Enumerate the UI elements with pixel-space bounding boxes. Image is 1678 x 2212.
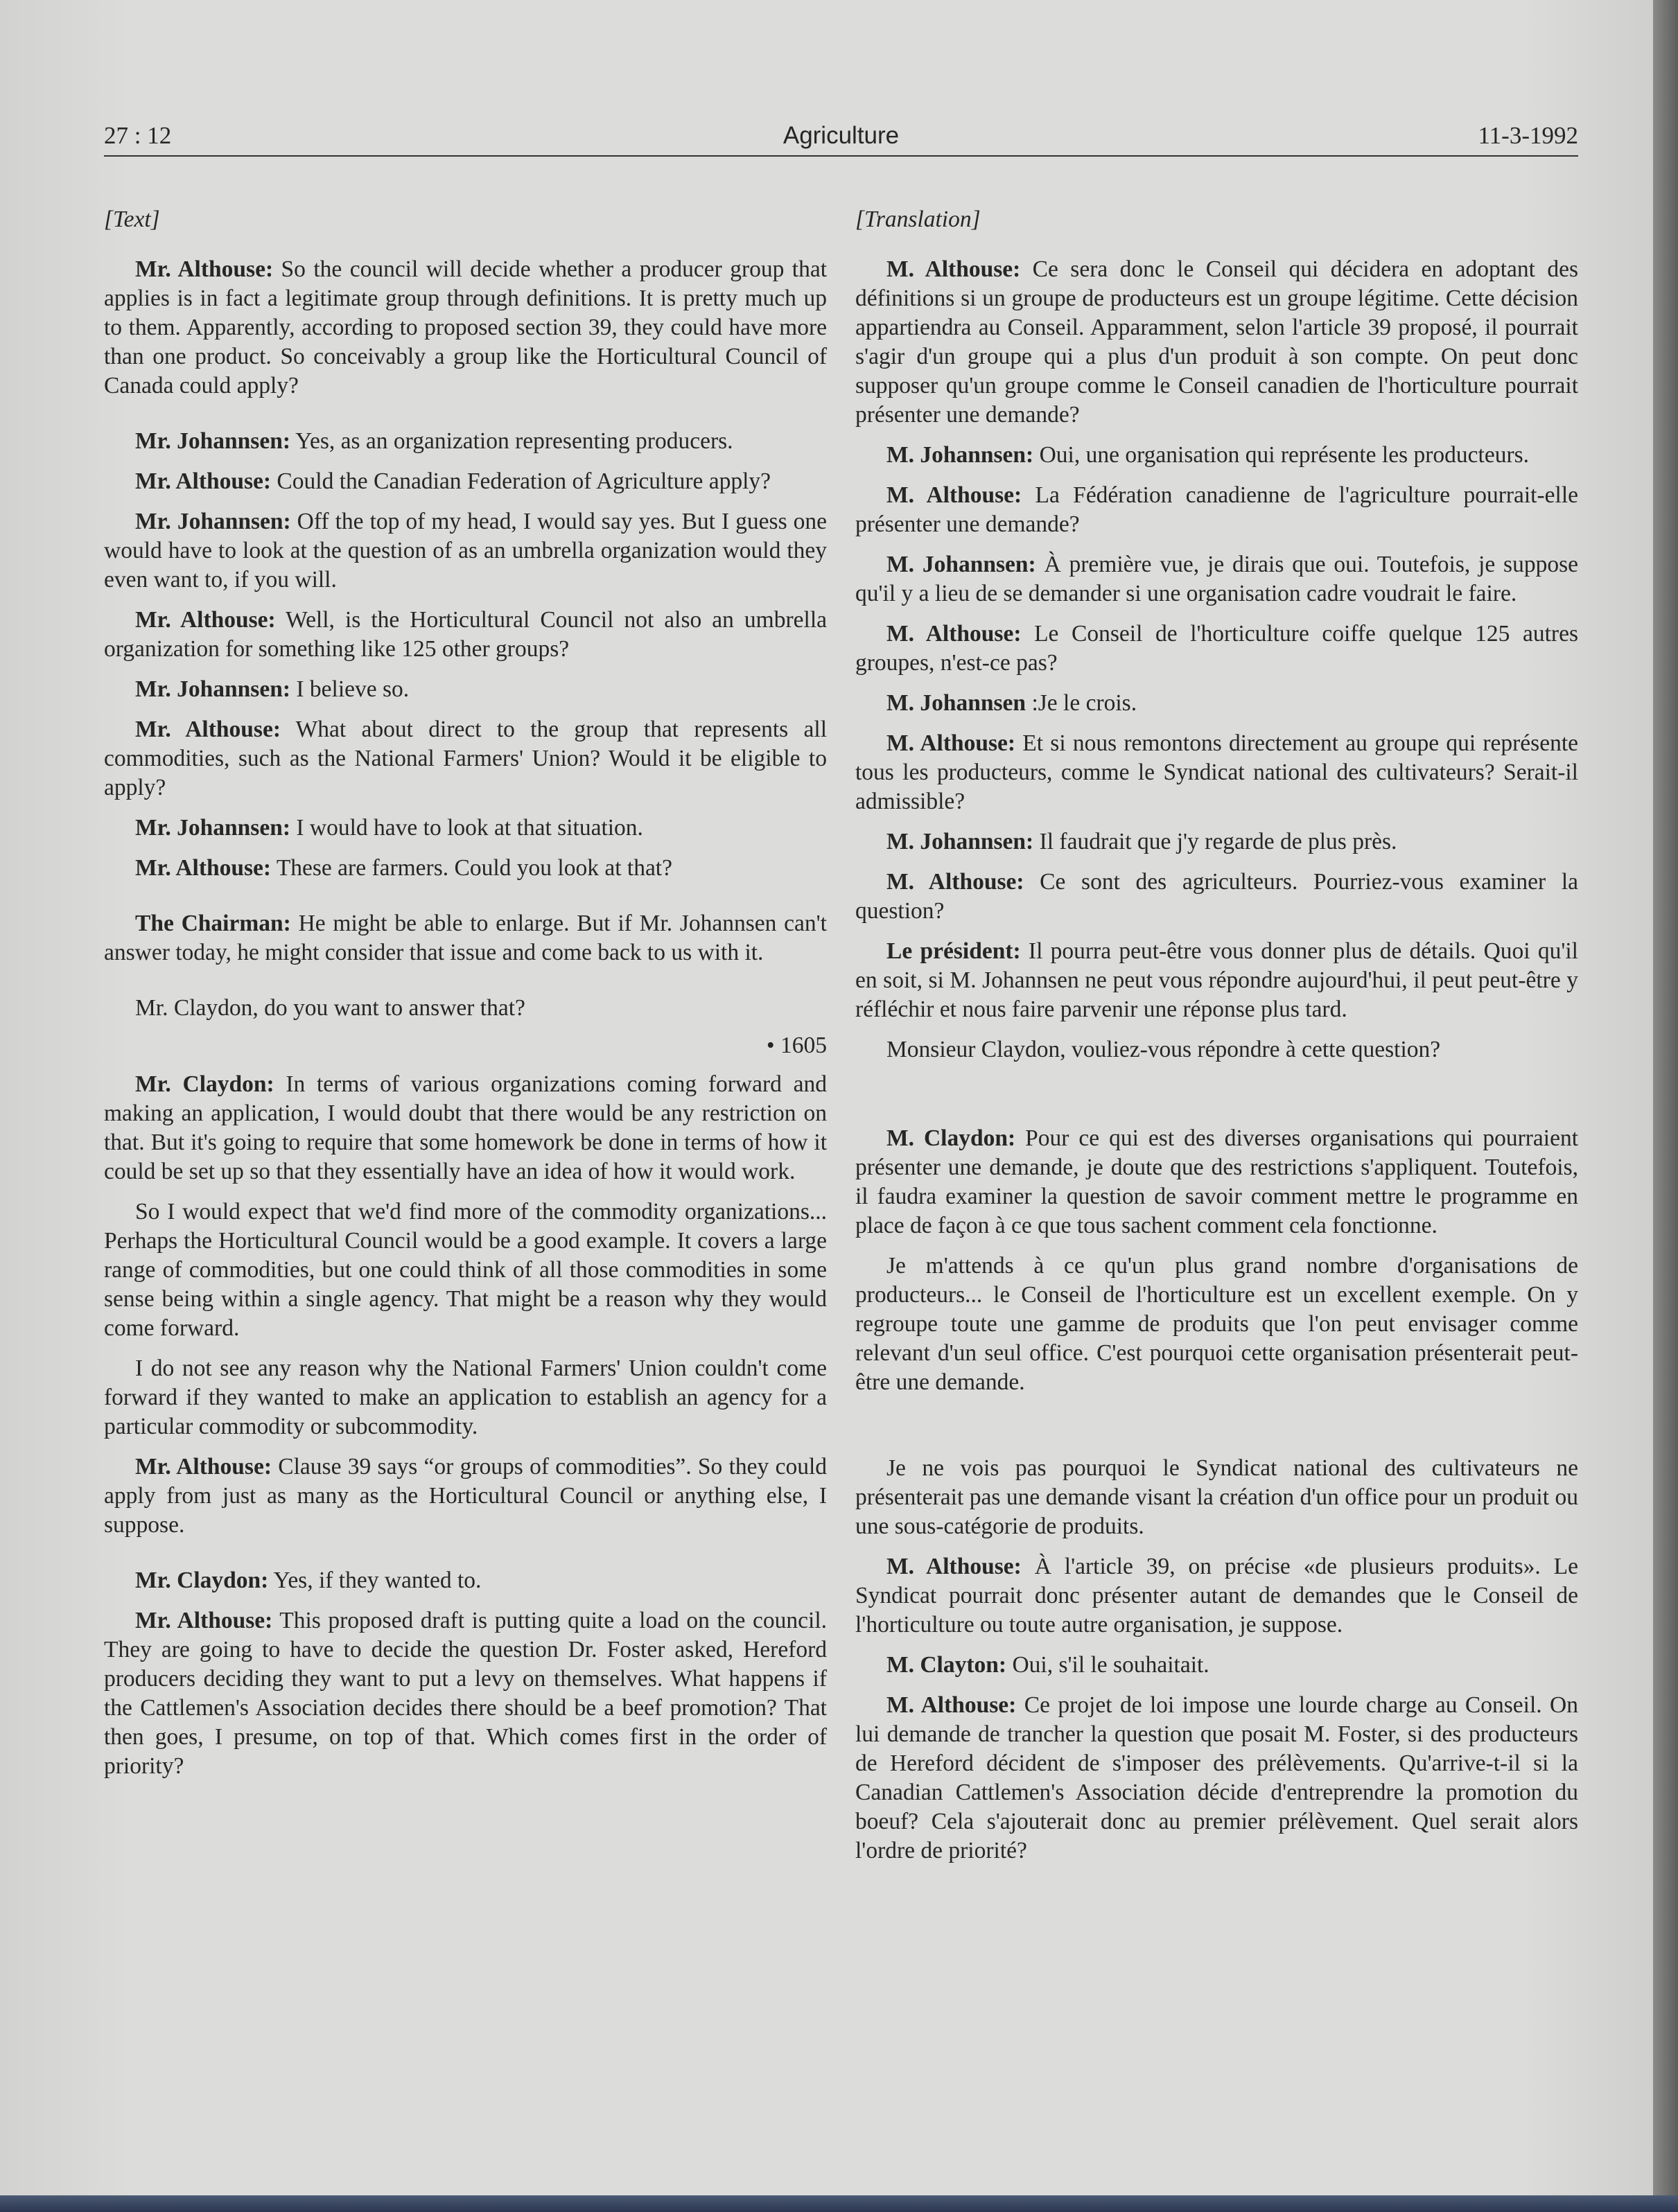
paragraph-text: Et si nous remontons directement au groupe qui représente tous les producteurs, comme le Syndicat national des cultivateurs? Serait-il admissible? <box>855 730 1578 814</box>
paragraph <box>855 620 1578 678</box>
paragraph-text: Il faudrait que j'y regarde de plus près. <box>1033 829 1397 854</box>
paragraph-text: Pour ce qui est des diverses organisations qui pourraient présenter une demande, je doute que des restrictions s'appliquent. Toutefois, il faudra examiner la question de savoir comment mettre le programme en place de façon à ce que tous sachent comment cela fonctionne. <box>855 1125 1578 1238</box>
paragraph-text: :Je le crois. <box>1026 690 1137 716</box>
speaker: Mr. Althouse: <box>135 1454 272 1480</box>
speaker: M. Johannsen: <box>886 442 1034 468</box>
paragraph-text: Je m'attends à ce qu'un plus grand nombre d'organisations de producteurs... le Conseil de l'horticulture est un excellent exemple. On y regroupe toute une gamme de produits que l'on peut envisager comme relevant d'un seul office. C'est pourquoi cette organisation présenterait peut-être une demande. <box>855 1253 1578 1395</box>
paragraph-text: In terms of various organizations coming forward and making an application, I would doubt that there would be any restriction on that. But it's going to require that some homework be done in terms of how it could be set up so that they essentially have an idea of how it would work. <box>104 1071 827 1184</box>
speaker: M. Johannsen: <box>886 829 1034 854</box>
paragraph-text: I believe so. <box>290 676 410 702</box>
french-column <box>855 205 1578 1877</box>
paragraph <box>855 1124 1578 1240</box>
speaker: Mr. Claydon: <box>135 1071 274 1097</box>
paragraph-text: So I would expect that we'd find more of the commodity organizations... Perhaps the Horticultural Council would be a good example. It covers a large range of commodities, but one could think of all those commodities in some sense being within a single agency. That might be a reason why they would come forward. <box>104 1199 827 1341</box>
paragraph-text: Ce sera donc le Conseil qui décidera en adoptant des définitions si un groupe de producteurs est un groupe légitime. Cette décision appartiendra au Conseil. Apparamment, selon l'article 39 proposé, il pourrait s'agir d'un groupe qui a plus d'un produit à son compte. On peut donc supposer qu'un groupe comme le Conseil canadien de l'horticulture pourrait présenter une demande? <box>855 256 1578 428</box>
paragraph <box>104 909 827 967</box>
speaker: Mr. Althouse: <box>135 717 281 742</box>
paragraph-text: Je ne vois pas pourquoi le Syndicat national des cultivateurs ne présenterait pas une demande visant la création d'un office pour un produit ou une sous-catégorie de produits. <box>855 1455 1578 1539</box>
speaker: M. Althouse: <box>886 869 1024 895</box>
paragraph <box>104 427 827 456</box>
speaker: M. Althouse: <box>886 1554 1022 1579</box>
paragraph-text: So the council will decide whether a producer group that applies is in fact a legitimate group through definitions. It is pretty much up to them. Apparently, according to proposed section 39, they could have more than one product. So conceivably a group like the Horticultural Council of Canada could apply? <box>104 256 828 398</box>
paragraph <box>855 550 1578 608</box>
paragraph-text: This proposed draft is putting quite a load on the council. They are going to have to decide the question Dr. Foster asked, Hereford producers deciding they want to put a levy on themselves. What happens if the Cattlemen's Association decides there should be a beef promotion? That then goes, I presume, on top of that. Which comes first in the order of priority? <box>104 1608 827 1779</box>
binding-edge <box>0 2195 1678 2212</box>
paragraph-text: Le Conseil de l'horticulture coiffe quelque 125 autres groupes, n'est-ce pas? <box>855 621 1578 676</box>
speaker: M. Althouse: <box>886 1692 1017 1718</box>
paragraph <box>104 1606 827 1781</box>
paragraph <box>855 481 1578 539</box>
speaker: Mr. Johannsen: <box>135 428 290 454</box>
speaker: M. Althouse: <box>886 621 1022 647</box>
paragraph-text: He might be able to enlarge. But if Mr. Johannsen can't answer today, he might consider that issue and come back to us with it. <box>104 911 827 965</box>
speaker: Le président: <box>886 938 1021 964</box>
paragraph <box>855 868 1578 926</box>
paragraph <box>104 994 827 1023</box>
paragraph-text: La Fédération canadienne de l'agriculture pourrait-elle présenter une demande? <box>855 482 1578 537</box>
paragraph <box>855 689 1578 718</box>
speaker: Mr. Claydon: <box>135 1568 269 1593</box>
paragraph-text: Off the top of my head, I would say yes. But I guess one would have to look at the question of as an umbrella organization would they even want to, if you will. <box>104 509 827 592</box>
speaker: M. Althouse: <box>886 730 1016 756</box>
speaker: M. Althouse: <box>886 482 1022 508</box>
time-marker: • 1605 <box>766 1033 827 1058</box>
speaker: Mr. Althouse: <box>135 855 272 881</box>
paragraph-text: These are farmers. Could you look at that? <box>271 855 672 881</box>
paragraph-text: Yes, if they wanted to. <box>268 1568 482 1593</box>
speaker: M. Johannsen: <box>886 552 1036 577</box>
spacer <box>855 1408 1578 1454</box>
paragraph <box>104 854 827 883</box>
speaker: M. Althouse: <box>886 256 1021 282</box>
paragraph-text: Monsieur Claydon, vouliez-vous répondre à cette question? <box>886 1037 1441 1062</box>
english-column <box>104 205 827 1792</box>
paragraph <box>855 827 1578 857</box>
paragraph-text: Yes, as an organization representing producers. <box>290 428 733 454</box>
paragraph <box>855 1252 1578 1397</box>
paragraph <box>104 675 827 704</box>
header-rule <box>104 155 1578 157</box>
paragraph-text: Ce sont des agriculteurs. Pourriez-vous examiner la question? <box>855 869 1579 924</box>
paragraph <box>855 1035 1578 1064</box>
paragraph-text: Clause 39 says “or groups of commodities”. So they could apply from just as many as the Horticultural Council or anything else, I suppose. <box>104 1454 827 1538</box>
paragraph <box>104 1354 827 1441</box>
speaker: Mr. Althouse: <box>135 607 276 633</box>
paragraph-text: Oui, une organisation qui représente les producteurs. <box>1033 442 1530 468</box>
paragraph <box>104 606 827 664</box>
speaker: Mr. Althouse: <box>135 256 274 282</box>
paragraph <box>855 937 1578 1024</box>
paragraph <box>855 255 1578 430</box>
speaker: The Chairman: <box>135 911 291 936</box>
paragraph-text: Mr. Claydon, do you want to answer that? <box>135 995 525 1021</box>
paragraph <box>855 441 1578 470</box>
paragraph <box>855 1552 1578 1640</box>
column-label-translation: [Translation] <box>855 207 981 232</box>
column-label-text: [Text] <box>104 207 160 232</box>
paragraph <box>104 715 827 802</box>
paragraph-text: Well, is the Horticultural Council not also an umbrella organization for something like 125 other groups? <box>104 607 827 662</box>
paragraph <box>104 1197 827 1343</box>
paragraph-text: Ce projet de loi impose une lourde charge au Conseil. On lui demande de trancher la question que posait M. Foster, si des producteurs de Hereford décident de s'imposer des prélèvements. Qu'arrive-t-il si la Canadian Cattlemen's Association décide d'entreprendre la promotion du boeuf? Cela s'ajouterait donc au premier prélèvement. Quel serait alors l'ordre de priorité? <box>855 1692 1578 1863</box>
page-edge <box>1653 0 1678 2212</box>
speaker: Mr. Althouse: <box>135 1608 273 1633</box>
paragraph-text: Could the Canadian Federation of Agriculture apply? <box>271 468 771 494</box>
spacer <box>855 1076 1578 1124</box>
header-title: Agriculture <box>783 122 900 149</box>
speaker: M. Johannsen <box>886 690 1026 716</box>
paragraph-text: À l'article 39, on précise «de plusieurs produits». Le Syndicat pourrait donc présenter autant de demandes que le Conseil de l'horticulture ou toute autre organisation, je suppose. <box>855 1554 1578 1638</box>
paragraph-text: I would have to look at that situation. <box>290 815 643 841</box>
paragraph-text: Oui, s'il le souhaitait. <box>1006 1652 1209 1678</box>
paragraph <box>104 814 827 843</box>
paragraph-text: I do not see any reason why the National Farmers' Union couldn't come forward if they wanted to make an application to establish an agency for a particular commodity or subcommodity. <box>104 1355 827 1439</box>
running-header <box>104 122 1578 152</box>
paragraph <box>104 507 827 595</box>
header-date: 11-3-1992 <box>1478 122 1578 149</box>
speaker: Mr. Johannsen: <box>135 676 290 702</box>
paragraph-text: What about direct to the group that represents all commodities, such as the National Farmers' Union? Would it be eligible to apply? <box>104 717 828 800</box>
paragraph <box>855 1691 1578 1866</box>
paragraph <box>855 1651 1578 1680</box>
paragraph <box>104 1566 827 1595</box>
paragraph-text: À première vue, je dirais que oui. Toutefois, je suppose qu'il y a lieu de se demander si une organisation cadre voudrait le faire. <box>855 552 1579 606</box>
paragraph <box>855 729 1578 816</box>
speaker: Mr. Althouse: <box>135 468 272 494</box>
paragraph <box>104 467 827 496</box>
paragraph <box>104 255 827 401</box>
speaker: M. Clayton: <box>886 1652 1007 1678</box>
paragraph-text: Il pourra peut-être vous donner plus de détails. Quoi qu'il en soit, si M. Johannsen ne peut vous répondre aujourd'hui, il peut peut-être y réfléchir et nous faire parvenir une réponse plus tard. <box>855 938 1578 1022</box>
speaker: Mr. Johannsen: <box>135 815 290 841</box>
speaker: M. Claydon: <box>886 1125 1016 1151</box>
page-number: 27 : 12 <box>104 122 172 149</box>
paragraph <box>104 1070 827 1186</box>
paragraph <box>855 1454 1578 1541</box>
paragraph <box>104 1452 827 1540</box>
speaker: Mr. Johannsen: <box>135 509 291 534</box>
